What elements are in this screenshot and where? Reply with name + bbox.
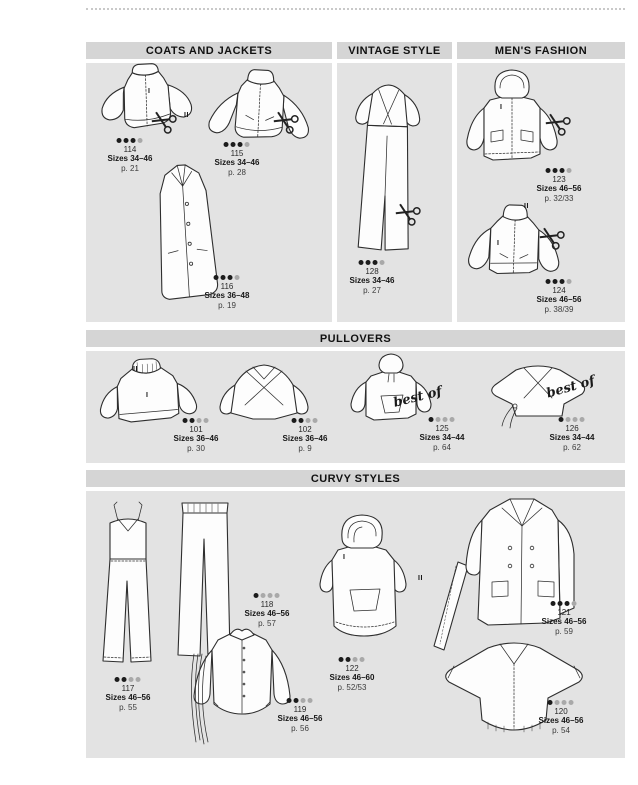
pattern-page: p. 27 xyxy=(363,285,381,295)
pattern-page: p. 55 xyxy=(119,702,137,712)
fabric-mark: I xyxy=(148,88,151,95)
fabric-mark: I xyxy=(497,240,500,247)
pattern-item-118 xyxy=(245,593,290,628)
pattern-item-125 xyxy=(420,417,465,452)
best-of-badge: best of xyxy=(391,384,444,411)
pattern-sizes: Sizes 36–46 xyxy=(173,434,219,444)
pattern-number: 124 xyxy=(552,286,566,295)
pattern-sizes: Sizes 46–56 xyxy=(538,716,584,726)
difficulty-dots xyxy=(245,593,290,598)
pattern-item-117 xyxy=(106,677,151,712)
best-of-badge: best of xyxy=(544,373,597,402)
pattern-sizes: Sizes 36–46 xyxy=(282,434,328,444)
difficulty-dots xyxy=(108,138,153,143)
fabric-mark: I xyxy=(146,392,149,399)
pattern-number: 117 xyxy=(121,684,135,693)
pattern-number: 121 xyxy=(557,608,571,617)
pattern-number: 116 xyxy=(220,282,234,291)
pattern-sizes: Sizes 46–56 xyxy=(105,693,151,703)
difficulty-dots xyxy=(205,275,250,280)
garment-sketch-119-ties xyxy=(186,652,212,750)
pattern-item-114 xyxy=(108,138,153,173)
fabric-mark: II xyxy=(184,112,189,119)
pattern-number: 123 xyxy=(552,175,566,184)
pattern-page: p. 21 xyxy=(121,163,139,173)
pattern-number: 119 xyxy=(293,705,307,714)
pattern-number: 126 xyxy=(565,424,579,433)
pattern-page: p. 59 xyxy=(555,626,573,636)
pattern-page: p. 62 xyxy=(563,442,581,452)
difficulty-dots xyxy=(215,142,260,147)
section-header-curvy: CURVY STYLES xyxy=(86,470,625,487)
garment-sketch-128 xyxy=(341,75,431,260)
fabric-mark: II xyxy=(524,203,529,210)
pattern-item-128 xyxy=(350,260,395,295)
difficulty-dots xyxy=(350,260,395,265)
pattern-sizes: Sizes 34–44 xyxy=(549,433,595,443)
pattern-number: 115 xyxy=(230,149,244,158)
pattern-item-126 xyxy=(550,417,595,452)
pattern-sizes: Sizes 34–46 xyxy=(107,154,153,164)
garment-sketch-122 xyxy=(296,510,434,654)
pattern-number: 101 xyxy=(189,425,203,434)
fabric-mark: I xyxy=(500,104,503,111)
pattern-page: p. 30 xyxy=(187,443,205,453)
garment-sketch-126 xyxy=(468,354,620,434)
difficulty-dots xyxy=(283,418,328,423)
difficulty-dots xyxy=(330,657,375,662)
difficulty-dots xyxy=(174,418,219,423)
pattern-number: 102 xyxy=(298,425,312,434)
pattern-sizes: Sizes 46–56 xyxy=(541,617,587,627)
pattern-page: p. 38/39 xyxy=(544,304,574,314)
pattern-item-102 xyxy=(283,418,328,453)
trim-marks xyxy=(86,8,625,10)
pattern-sizes: Sizes 46–56 xyxy=(277,714,323,724)
pattern-number: 125 xyxy=(435,424,449,433)
pattern-item-120 xyxy=(539,700,584,735)
pattern-number: 120 xyxy=(554,707,568,716)
pattern-sizes: Sizes 46–56 xyxy=(244,609,290,619)
pattern-sizes: Sizes 34–44 xyxy=(419,433,465,443)
difficulty-dots xyxy=(539,700,584,705)
section-header-vintage: VINTAGE STYLE xyxy=(337,42,452,59)
pattern-number: 114 xyxy=(123,145,137,154)
fabric-mark: I xyxy=(343,554,346,561)
pattern-item-123 xyxy=(537,168,582,203)
pattern-sizes: Sizes 36–48 xyxy=(204,291,250,301)
difficulty-dots xyxy=(542,601,587,606)
fabric-mark: II xyxy=(133,366,138,373)
pattern-page: p. 56 xyxy=(291,723,309,733)
pattern-page: p. 52/53 xyxy=(337,682,367,692)
difficulty-dots xyxy=(278,698,323,703)
difficulty-dots xyxy=(537,168,582,173)
difficulty-dots xyxy=(537,279,582,284)
section-header-coats: COATS AND JACKETS xyxy=(86,42,332,59)
difficulty-dots xyxy=(550,417,595,422)
pattern-item-116 xyxy=(205,275,250,310)
pattern-item-101 xyxy=(174,418,219,453)
pattern-sizes: Sizes 46–56 xyxy=(536,295,582,305)
pattern-number: 122 xyxy=(345,664,359,673)
pattern-sizes: Sizes 46–56 xyxy=(536,184,582,194)
pattern-sizes: Sizes 46–60 xyxy=(329,673,375,683)
garment-sketch-114 xyxy=(86,59,208,149)
pattern-number: 118 xyxy=(260,600,274,609)
section-header-pullovers: PULLOVERS xyxy=(86,330,625,347)
pattern-item-121 xyxy=(542,601,587,636)
difficulty-dots xyxy=(420,417,465,422)
section-header-mens: MEN'S FASHION xyxy=(457,42,625,59)
pattern-item-115 xyxy=(215,142,260,177)
pattern-page: p. 9 xyxy=(298,443,312,453)
pattern-page: p. 19 xyxy=(218,300,236,310)
pattern-page: p. 32/33 xyxy=(544,193,574,203)
pattern-page: p. 57 xyxy=(258,618,276,628)
garment-sketch-117 xyxy=(88,497,170,675)
pattern-item-122 xyxy=(330,657,375,692)
pattern-sizes: Sizes 34–46 xyxy=(349,276,395,286)
pattern-sizes: Sizes 34–46 xyxy=(214,158,260,168)
pattern-page: p. 28 xyxy=(228,167,246,177)
difficulty-dots xyxy=(106,677,151,682)
pattern-item-119 xyxy=(278,698,323,733)
pattern-item-124 xyxy=(537,279,582,314)
pattern-page: p. 64 xyxy=(433,442,451,452)
pattern-number: 128 xyxy=(365,267,379,276)
fabric-mark: II xyxy=(418,575,423,582)
pattern-page: p. 54 xyxy=(552,725,570,735)
